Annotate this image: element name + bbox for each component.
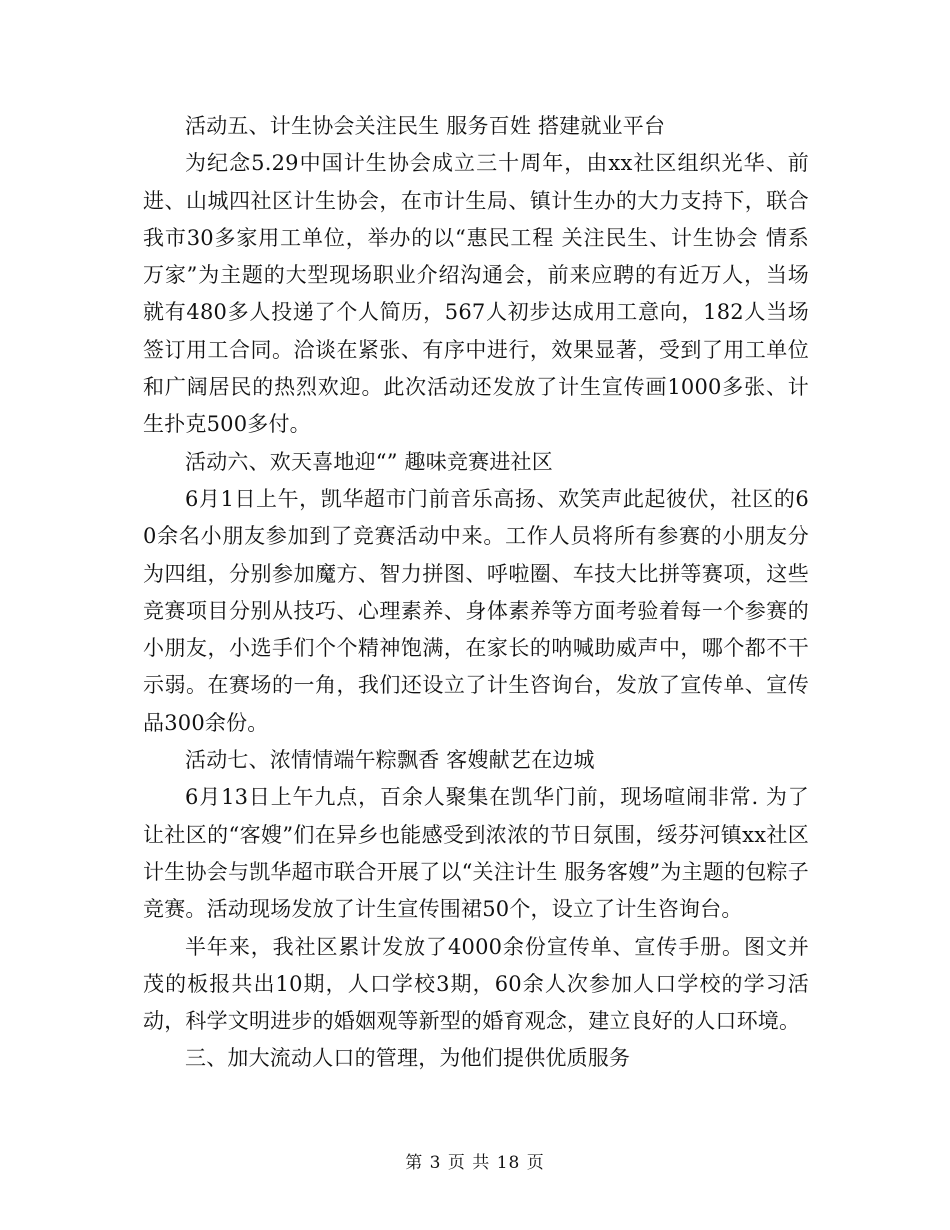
document-body: [143, 108, 809, 1078]
section-heading-activity-7: 活动七、浓情情端午粽飘香 客嫂献艺在边城: [185, 748, 595, 773]
section-heading-floating-population: 三、加大流动人口的管理，为他们提供优质服务: [185, 1046, 631, 1071]
section-heading-activity-5: 活动五、计生协会关注民生 服务百姓 搭建就业平台: [185, 114, 666, 138]
paragraph-activity-7: 6月13日上午九点，百余人聚集在凯华门前，现场喧闹非常. 为了让社区的“客嫂”们在异乡也能感受到浓浓的节日氛围，绥芬河镇xx社区计生协会与凯华超市联合开展了以“关注计生 服务客嫂”为主题的包粽子竞赛。活动现场发放了计生宣传围裙50个，设立了计生咨询台。: [143, 785, 809, 922]
page-number-footer: 第 3 页 共 18 页: [405, 1153, 545, 1173]
section-heading-activity-6: 活动六、欢天喜地迎“” 趣味竞赛进社区: [185, 449, 553, 474]
paragraph-activity-5: 为纪念5.29中国计生协会成立三十周年，由xx社区组织光华、前进、山城四社区计生协会，在市计生局、镇计生办的大力支持下，联合我市30多家用工单位，举办的以“惠民工程 关注民生、计生协会 情系万家”为主题的大型现场职业介绍沟通会，前来应聘的有近万人，当场就有480多人投递了个人简历，567人初步达成用工意向，182人当场签订用工合同。洽谈在紧张、有序中进行，效果显著，受到了用工单位和广阔居民的热烈欢迎。此次活动还发放了计生宣传画1000多张、计生扑克500多付。: [143, 151, 809, 437]
paragraph-half-year-summary: 半年来，我社区累计发放了4000余份宣传单、宣传手册。图文并茂的板报共出10期，人口学校3期，60余人次参加人口学校的学习活动，科学文明进步的婚姻观等新型的婚育观念，建立良好的人口环境。: [143, 934, 809, 1034]
paragraph-activity-6: 6月1日上午，凯华超市门前音乐高扬、欢笑声此起彼伏，社区的60余名小朋友参加到了竞赛活动中来。工作人员将所有参赛的小朋友分为四组，分别参加魔方、智力拼图、呼啦圈、车技大比拼等赛项，这些竞赛项目分别从技巧、心理素养、身体素养等方面考验着每一个参赛的小朋友，小选手们个个精神饱满，在家长的呐喊助威声中，哪个都不干示弱。在赛场的一角，我们还设立了计生咨询台，发放了宣传单、宣传品300余份。: [143, 486, 809, 735]
